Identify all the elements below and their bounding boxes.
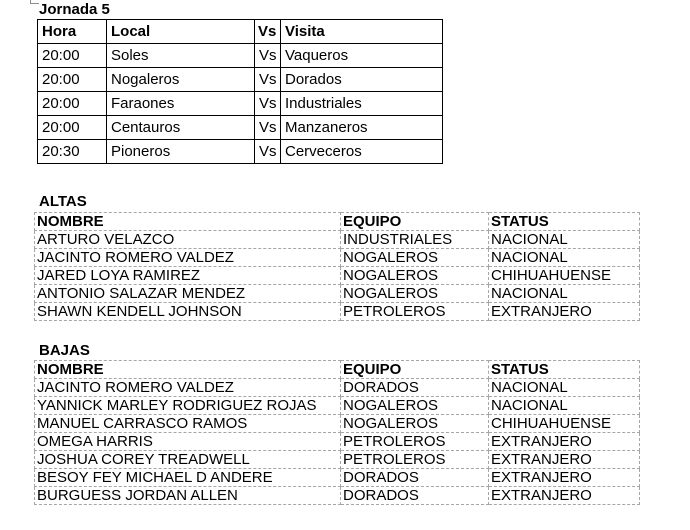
bajas-row — [35, 379, 640, 397]
player-nombre: BESOY FEY MICHAEL D ANDERE — [35, 469, 341, 487]
player-nombre: SHAWN KENDELL JOHNSON — [35, 303, 341, 321]
player-nombre: OMEGA HARRIS — [35, 433, 341, 451]
altas-table — [34, 212, 640, 321]
player-status: NACIONAL — [489, 397, 640, 415]
altas-title: ALTAS — [39, 193, 87, 210]
player-status: NACIONAL — [489, 231, 640, 249]
schedule-row — [38, 140, 443, 164]
match-hora: 20:00 — [38, 116, 107, 140]
schedule-table — [37, 19, 443, 164]
match-local: Faraones — [107, 92, 255, 116]
bajas-title: BAJAS — [39, 342, 90, 359]
schedule-row — [38, 116, 443, 140]
player-equipo: PETROLEROS — [341, 433, 489, 451]
altas-row — [35, 267, 640, 285]
player-nombre: ARTURO VELAZCO — [35, 231, 341, 249]
header-nombre: NOMBRE — [35, 361, 341, 379]
player-nombre: JACINTO ROMERO VALDEZ — [35, 379, 341, 397]
player-equipo: NOGALEROS — [341, 397, 489, 415]
match-hora: 20:00 — [38, 44, 107, 68]
player-status: EXTRANJERO — [489, 451, 640, 469]
player-status: EXTRANJERO — [489, 433, 640, 451]
player-nombre: JACINTO ROMERO VALDEZ — [35, 249, 341, 267]
player-status: EXTRANJERO — [489, 303, 640, 321]
match-hora: 20:00 — [38, 68, 107, 92]
match-local: Nogaleros — [107, 68, 255, 92]
header-hora: Hora — [38, 20, 107, 44]
header-equipo: EQUIPO — [341, 213, 489, 231]
match-hora: 20:00 — [38, 92, 107, 116]
match-visita: Cerveceros — [281, 140, 443, 164]
player-nombre: ANTONIO SALAZAR MENDEZ — [35, 285, 341, 303]
match-vs: Vs — [255, 140, 281, 164]
player-equipo: DORADOS — [341, 487, 489, 505]
match-vs: Vs — [255, 44, 281, 68]
player-equipo: PETROLEROS — [341, 451, 489, 469]
bajas-header-row — [35, 361, 640, 379]
header-status: STATUS — [489, 361, 640, 379]
bajas-row — [35, 451, 640, 469]
bajas-row — [35, 469, 640, 487]
bajas-row — [35, 415, 640, 433]
player-status: NACIONAL — [489, 249, 640, 267]
altas-row — [35, 231, 640, 249]
match-visita: Vaqueros — [281, 44, 443, 68]
player-status: EXTRANJERO — [489, 487, 640, 505]
altas-row — [35, 285, 640, 303]
schedule-row — [38, 44, 443, 68]
player-nombre: YANNICK MARLEY RODRIGUEZ ROJAS — [35, 397, 341, 415]
player-status: CHIHUAHUENSE — [489, 415, 640, 433]
match-visita: Industriales — [281, 92, 443, 116]
player-equipo: NOGALEROS — [341, 415, 489, 433]
match-local: Pioneros — [107, 140, 255, 164]
match-vs: Vs — [255, 68, 281, 92]
player-equipo: DORADOS — [341, 469, 489, 487]
bajas-table — [34, 360, 640, 505]
player-nombre: JOSHUA COREY TREADWELL — [35, 451, 341, 469]
player-nombre: MANUEL CARRASCO RAMOS — [35, 415, 341, 433]
player-equipo: NOGALEROS — [341, 285, 489, 303]
player-equipo: PETROLEROS — [341, 303, 489, 321]
header-visita: Visita — [281, 20, 443, 44]
match-visita: Manzaneros — [281, 116, 443, 140]
match-local: Soles — [107, 44, 255, 68]
schedule-header-row — [38, 20, 443, 44]
altas-header-row — [35, 213, 640, 231]
match-vs: Vs — [255, 92, 281, 116]
player-status: NACIONAL — [489, 379, 640, 397]
player-nombre: BURGUESS JORDAN ALLEN — [35, 487, 341, 505]
header-vs: Vs — [255, 20, 281, 44]
player-equipo: NOGALEROS — [341, 267, 489, 285]
header-nombre: NOMBRE — [35, 213, 341, 231]
match-visita: Dorados — [281, 68, 443, 92]
player-status: CHIHUAHUENSE — [489, 267, 640, 285]
player-equipo: NOGALEROS — [341, 249, 489, 267]
header-status: STATUS — [489, 213, 640, 231]
bajas-row — [35, 397, 640, 415]
page-corner-mark — [30, 0, 39, 4]
match-local: Centauros — [107, 116, 255, 140]
altas-row — [35, 249, 640, 267]
match-vs: Vs — [255, 116, 281, 140]
player-status: EXTRANJERO — [489, 469, 640, 487]
header-equipo: EQUIPO — [341, 361, 489, 379]
player-equipo: DORADOS — [341, 379, 489, 397]
header-local: Local — [107, 20, 255, 44]
schedule-row — [38, 68, 443, 92]
match-hora: 20:30 — [38, 140, 107, 164]
player-nombre: JARED LOYA RAMIREZ — [35, 267, 341, 285]
bajas-row — [35, 487, 640, 505]
bajas-row — [35, 433, 640, 451]
player-status: NACIONAL — [489, 285, 640, 303]
schedule-row — [38, 92, 443, 116]
player-equipo: INDUSTRIALES — [341, 231, 489, 249]
jornada-title: Jornada 5 — [39, 1, 110, 18]
altas-row — [35, 303, 640, 321]
